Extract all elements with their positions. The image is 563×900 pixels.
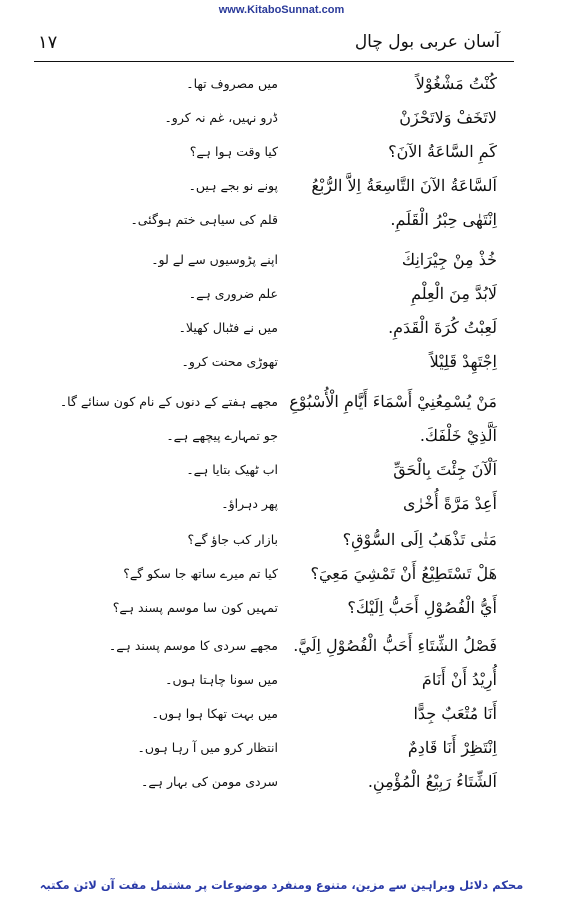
list-item xyxy=(0,282,563,314)
website-url: www.KitaboSunnat.com xyxy=(218,4,345,16)
arabic-phrase: لاتَخَفْ وَلاتَحْزَنْ xyxy=(399,108,497,127)
arabic-phrase: فَصْلُ الشِّتَاءِ أَحَبُّ الْفُصُوْلِ اِلَيَّ. xyxy=(293,636,497,655)
arabic-phrase: أَنَا مُتْعَبٌ جِدًّا xyxy=(413,704,497,723)
urdu-translation: ڈرو نہیں، غم نہ کرو۔ xyxy=(164,110,278,125)
arabic-phrase: أَيُّ الْفُصُوْلِ أَحَبُّ اِلَيْكَ؟ xyxy=(347,598,497,617)
page-number: ١٧ xyxy=(38,32,58,53)
list-item xyxy=(0,528,563,560)
arabic-phrase: مَنْ يُسْمِعُنِيْ أَسْمَاءَ أَيَّامِ الْأُسْبُوْعِ xyxy=(289,392,497,411)
header-rule xyxy=(34,61,514,62)
arabic-phrase: اِنْتَظِرْ أَنَا قَادِمٌ xyxy=(407,738,497,757)
urdu-translation: تھوڑی محنت کرو۔ xyxy=(181,354,278,369)
urdu-translation: تمہیں کون سا موسم پسند ہے؟ xyxy=(112,600,278,615)
urdu-translation: جو تمہارے پیچھے ہے۔ xyxy=(166,428,278,443)
urdu-translation: میں مصروف تھا۔ xyxy=(186,76,278,91)
urdu-translation: اب ٹھیک بتایا ہے۔ xyxy=(186,462,278,477)
arabic-phrase: اَلْآنَ جِئْتَ بِالْحَقِّ xyxy=(393,460,497,479)
urdu-translation: کیا تم میرے ساتھ جا سکو گے؟ xyxy=(123,566,278,581)
list-item xyxy=(0,350,563,382)
arabic-phrase: اَلَّذِيْ خَلْفَكَ. xyxy=(419,426,497,445)
list-item xyxy=(0,668,563,700)
arabic-phrase: أَعِدْ مَرَّةً أُخْرٰى xyxy=(402,494,497,513)
urdu-translation: میں بہت تھکا ہوا ہوں۔ xyxy=(151,706,278,721)
arabic-phrase: لَابُدَّ مِنَ الْعِلْمِ xyxy=(411,284,497,303)
running-title: آسان عربی بول چال xyxy=(354,32,500,52)
list-item xyxy=(0,634,563,666)
urdu-translation: انتظار کرو میں آ رہا ہوں۔ xyxy=(137,740,278,755)
list-item xyxy=(0,140,563,172)
urdu-translation: میں سونا چاہتا ہوں۔ xyxy=(165,672,278,687)
list-item xyxy=(0,562,563,594)
urdu-translation: مجھے ہفتے کے دنوں کے نام کون سنائے گا۔ xyxy=(59,394,278,409)
list-item xyxy=(0,770,563,802)
arabic-phrase: لَعِبْتُ كُرَةَ الْقَدَمِ. xyxy=(388,318,497,337)
list-item xyxy=(0,72,563,104)
urdu-translation: اپنے پڑوسیوں سے لے لو۔ xyxy=(151,252,278,267)
arabic-phrase: خُذْ مِنْ جِيْرَانِكَ xyxy=(401,250,497,269)
urdu-translation: میں نے فٹبال کھیلا۔ xyxy=(178,320,278,335)
list-item xyxy=(0,208,563,240)
urdu-translation: مجھے سردی کا موسم پسند ہے۔ xyxy=(108,638,278,653)
list-item xyxy=(0,106,563,138)
urdu-translation: قلم کی سیاہی ختم ہوگئی۔ xyxy=(130,212,278,227)
urdu-translation: کیا وقت ہوا ہے؟ xyxy=(189,144,278,159)
arabic-phrase: كَمِ السَّاعَةُ الآنَ؟ xyxy=(388,142,497,161)
urdu-translation: سردی مومن کی بہار ہے۔ xyxy=(141,774,278,789)
list-item xyxy=(0,458,563,490)
arabic-phrase: اِنْتَهٰى حِبْرُ الْقَلَمِ. xyxy=(390,210,497,229)
urdu-translation: بازار کب جاؤ گے؟ xyxy=(187,532,278,547)
footer-tagline: محکم دلائل وبراہین سے مزین، متنوع ومنفرد موضوعات پر مشتمل مفت آن لائن مکتبہ xyxy=(39,878,524,892)
list-item xyxy=(0,492,563,524)
list-item xyxy=(0,390,563,422)
list-item xyxy=(0,174,563,206)
list-item xyxy=(0,736,563,768)
arabic-phrase: كُنْتُ مَشْغُوْلاً xyxy=(415,74,497,93)
list-item xyxy=(0,702,563,734)
list-item xyxy=(0,248,563,280)
page-header xyxy=(30,30,512,60)
list-item xyxy=(0,596,563,628)
list-item xyxy=(0,424,563,456)
arabic-phrase: هَلْ تَسْتَطِيْعُ أَنْ تَمْشِيَ مَعِيَ؟ xyxy=(310,564,497,583)
arabic-phrase: اَلسَّاعَةُ الآنَ التَّاسِعَةُ اِلاَّ الرُّبْعُ xyxy=(311,176,497,195)
arabic-phrase: اَلشِّتَاءُ رَبِيْعُ الْمُؤْمِنِ. xyxy=(367,772,497,791)
urdu-translation: پھر دہراؤ۔ xyxy=(221,496,278,511)
urdu-translation: پونے نو بجے ہیں۔ xyxy=(188,178,278,193)
list-item xyxy=(0,316,563,348)
arabic-phrase: مَتٰى تَذْهَبُ اِلَى السُّوْقِ؟ xyxy=(342,530,497,549)
arabic-phrase: اِجْتَهِدْ قَلِيْلاً xyxy=(429,352,497,371)
arabic-phrase: أُرِيْدُ أَنْ أَنَامَ xyxy=(421,670,497,689)
urdu-translation: علم ضروری ہے۔ xyxy=(188,286,278,301)
